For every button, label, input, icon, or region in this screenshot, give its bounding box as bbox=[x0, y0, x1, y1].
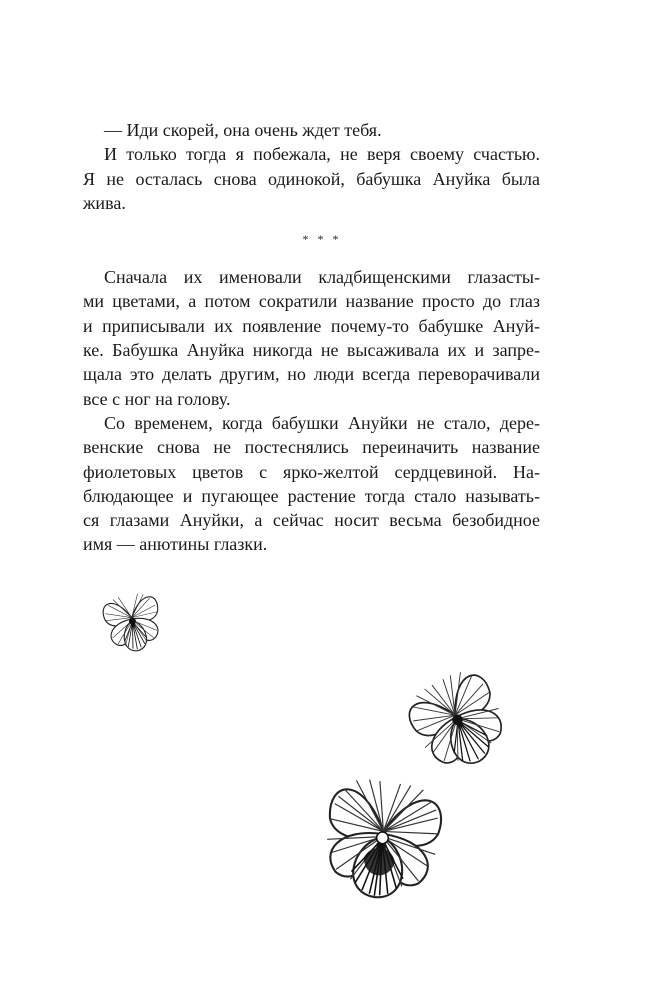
text-line: щала это делать другим, но люди всегда переворачивали bbox=[83, 364, 540, 385]
text-line: ке. Бабушка Ануйка никогда не высаживала их и запре- bbox=[83, 340, 540, 361]
section-separator: * * * bbox=[302, 232, 342, 247]
pansy-large-illustration bbox=[318, 768, 448, 900]
text-line: ся глазами Ануйки, а сейчас носит весьма безобидное bbox=[83, 510, 540, 531]
paragraph-3 bbox=[83, 265, 540, 411]
text-line: Сначала их именовали кладбищенскими глазасты- bbox=[104, 267, 540, 288]
text-line: и приписывали их появление почему-то бабушке Ануй- bbox=[83, 315, 540, 336]
text-line: блюдающее и пугающее растение тогда стало называть- bbox=[83, 485, 540, 506]
text-line: все с ног на голову. bbox=[83, 388, 231, 409]
text-line: ми цветами, а потом сократили название просто до глаз bbox=[83, 291, 540, 312]
paragraph-4 bbox=[83, 411, 540, 557]
text-line: венские снова не постеснялись переиначить название bbox=[83, 437, 540, 458]
text-line: фиолетовых цветов с ярко-желтой сердцевиной. На- bbox=[83, 461, 540, 482]
text-block bbox=[83, 118, 540, 557]
pansy-icon bbox=[318, 768, 448, 900]
paragraph-1 bbox=[104, 118, 540, 142]
pansy-icon bbox=[404, 664, 508, 770]
paragraph-2 bbox=[83, 142, 540, 215]
pansy-medium-illustration bbox=[404, 664, 508, 770]
text-line: Со временем, когда бабушки Ануйки не стало, дере- bbox=[104, 412, 540, 433]
pansy-small-illustration bbox=[96, 584, 168, 654]
pansy-icon bbox=[96, 584, 168, 654]
text-line: жива. bbox=[83, 192, 126, 213]
text-line: имя — анютины глазки. bbox=[83, 534, 268, 555]
text-line: Я не осталась снова одинокой, бабушка Ануйка была bbox=[83, 168, 540, 189]
text-line: — Иди скорей, она очень ждет тебя. bbox=[104, 120, 382, 140]
text-line: И только тогда я побежала, не веря своему счастью. bbox=[104, 144, 540, 165]
